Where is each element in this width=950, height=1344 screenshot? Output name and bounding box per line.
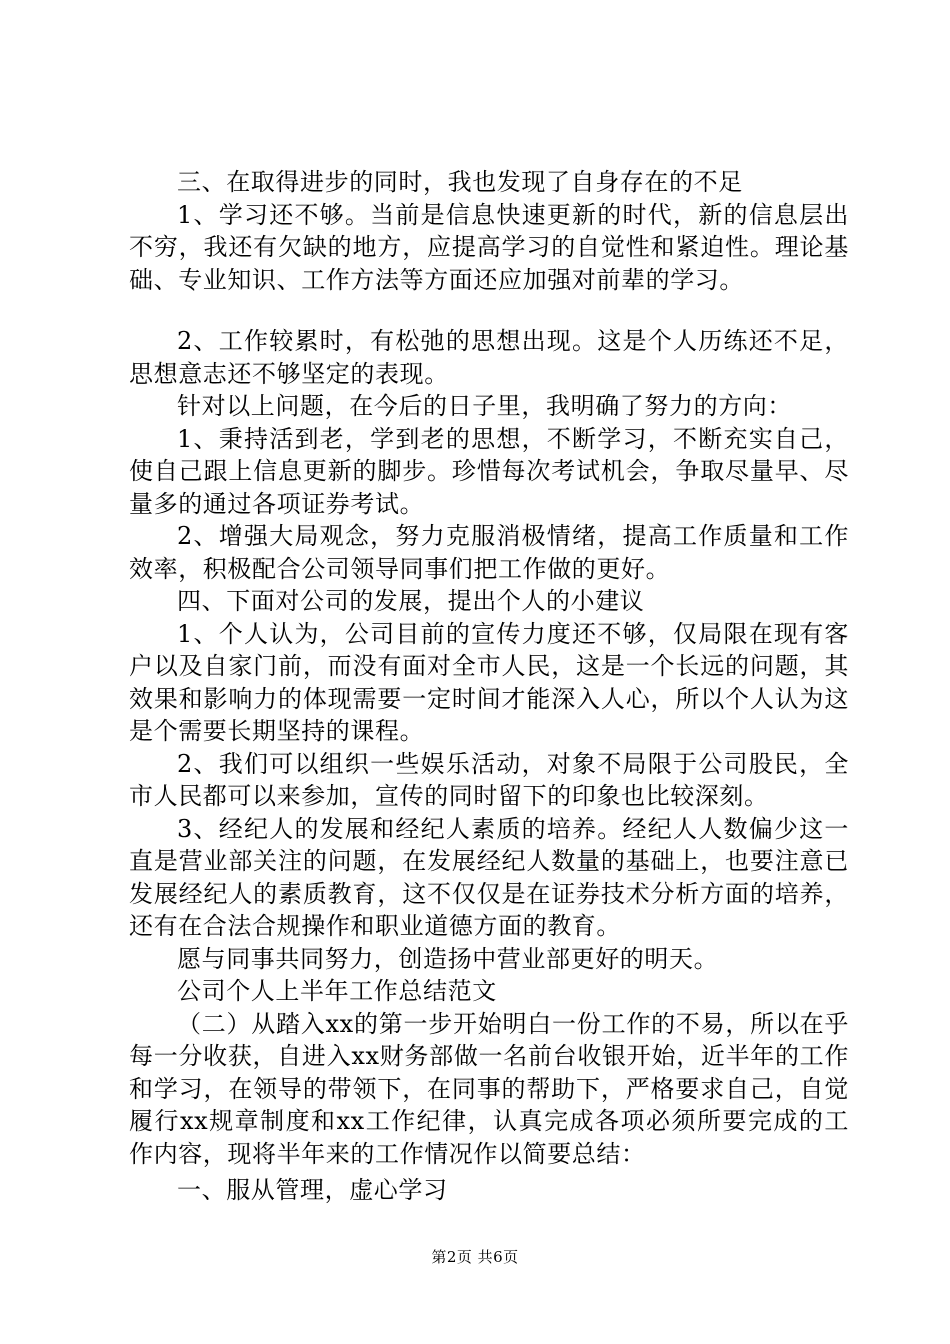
section-heading-shortcomings: 三、在取得进步的同时，我也发现了自身存在的不足	[177, 168, 743, 196]
page-number-footer: 第2页 共6页	[431, 1248, 519, 1266]
paragraph-part-two-intro: （二）从踏入xx的第一步开始明白一份工作的不易，所以在乎每一分收获，自进入xx财务部做一名前台收银开始，近半年的工作和学习，在领导的带领下，在同事的帮助下，严格要求自己，自觉履行xx规章制度和xx工作纪律，认真完成各项必须所要完成的工作内容，现将半年来的工作情况作以简要总结：	[129, 1009, 849, 1168]
paragraph-direction-intro: 针对以上问题，在今后的日子里，我明确了努力的方向：	[177, 392, 792, 420]
paragraph-keep-learning: 1、秉持活到老，学到老的思想，不断学习，不断充实自己，使自己跟上信息更新的脚步。珍惜每次考试机会，争取尽量早、尽量多的通过各项证券考试。	[129, 424, 849, 518]
paragraph-entertainment-activities: 2、我们可以组织一些娱乐活动，对象不局限于公司股民，全市人民都可以来参加，宣传的同时留下的印象也比较深刻。	[129, 749, 849, 810]
paragraph-study-insufficient: 1、学习还不够。当前是信息快速更新的时代，新的信息层出不穷，我还有欠缺的地方，应提高学习的自觉性和紧迫性。理论基础、专业知识、工作方法等方面还应加强对前辈的学习。	[129, 200, 849, 294]
document-subtitle: 公司个人上半年工作总结范文	[177, 977, 497, 1005]
section-heading-suggestions: 四、下面对公司的发展，提出个人的小建议	[177, 587, 645, 615]
paragraph-publicity: 1、个人认为，公司目前的宣传力度还不够，仅局限在现有客户以及自家门前，而没有面对全市人民，这是一个长远的问题，其效果和影响力的体现需要一定时间才能深入人心，所以个人认为这是个需要长期坚持的课程。	[129, 619, 849, 745]
document-body	[129, 166, 849, 1207]
paragraph-broker-development: 3、经纪人的发展和经纪人素质的培养。经纪人人数偏少这一直是营业部关注的问题，在发展经纪人数量的基础上，也要注意已发展经纪人的素质教育，这不仅仅是在证券技术分析方面的培养，还有在合法合规操作和职业道德方面的教育。	[129, 814, 849, 940]
paragraph-closing-wish: 愿与同事共同努力，创造扬中营业部更好的明天。	[177, 944, 719, 973]
paragraph-work-fatigue: 2、工作较累时，有松弛的思想出现。这是个人历练还不足，思想意志还不够坚定的表现。	[129, 327, 849, 388]
paragraph-big-picture: 2、增强大局观念，努力克服消极情绪，提高工作质量和工作效率，积极配合公司领导同事们把工作做的更好。	[129, 522, 849, 583]
section-heading-obey-management: 一、服从管理，虚心学习	[177, 1176, 448, 1204]
